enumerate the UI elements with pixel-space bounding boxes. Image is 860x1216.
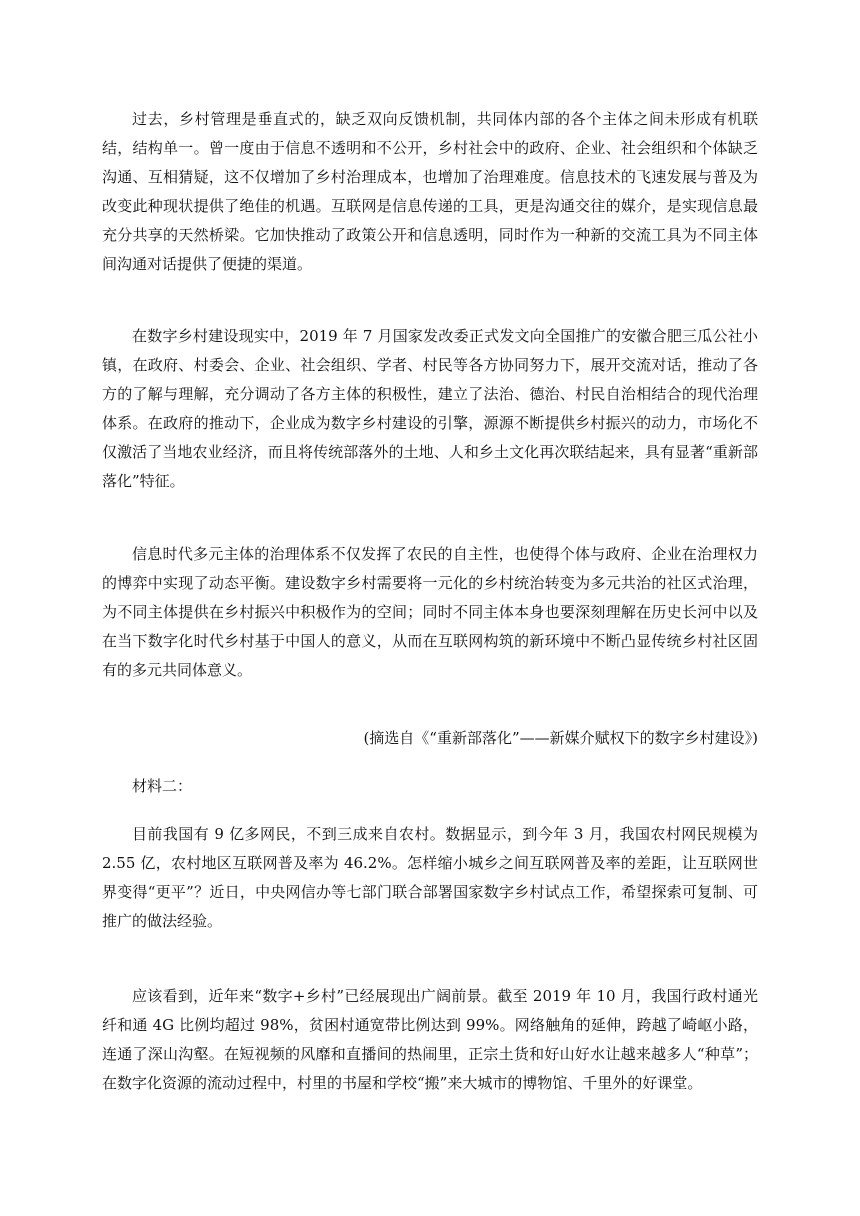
paragraph-multi-governance: 信息时代多元主体的治理体系不仅发挥了农民的自主性，也使得个体与政府、企业在治理权力的博弈中实现了动态平衡。建设数字乡村需要将一元化的乡村统治转变为多元共治的社区式治理，为不同主体提供在乡村振兴中积极作为的空间；同时不同主体本身也要深刻理解在历史长河中以及在当下数字化时代乡村基于中国人的意义，从而在互联网构筑的新环境中不断凸显传统乡村社区固有的多元共同体意义。 <box>102 545 758 679</box>
source-citation: (摘选自《“重新部落化”——新媒介赋权下的数字乡村建设》) <box>363 729 758 747</box>
paragraph-digital-village-prospects: 应该看到，近年来“数字+乡村”已经展现出广阔前景。截至 2019 年 10 月，我国行政村通光纤和通 4G 比例均超过 98%，贫困村通宽带比例达到 99%。网络触角的延伸，跨越了崎岖小路，连通了深山沟壑。在短视频的风靡和直播间的热闹里，正宗土货和好山好水让越来越多人“种草”；在数字化资源的流动过程中，村里的书屋和学校“搬”来大城市的博物馆、千里外的好课堂。 <box>102 987 758 1092</box>
paragraph-netizens-stats: 目前我国有 9 亿多网民，不到三成来自农村。数据显示，到今年 3 月，我国农村网民规模为 2.55 亿，农村地区互联网普及率为 46.2%。怎样缩小城乡之间互联网普及率的差距，让互联网世界变得“更平”？近日，中央网信办等七部门联合部署国家数字乡村试点工作，希望探索可复制、可推广的做法经验。 <box>102 825 758 930</box>
paragraph-sangua-commune: 在数字乡村建设现实中，2019 年 7 月国家发改委正式发文向全国推广的安徽合肥三瓜公社小镇，在政府、村委会、企业、社会组织、学者、村民等各方协同努力下，展开交流对话，推动了各方的了解与理解，充分调动了各方主体的积极性，建立了法治、德治、村民自治相结合的现代治理体系。在政府的推动下，企业成为数字乡村建设的引擎，源源不断提供乡村振兴的动力，市场化不仅激活了当地农业经济，而且将传统部落外的土地、人和乡土文化再次联结起来，具有显著“重新部落化”特征。 <box>102 327 758 490</box>
material-two-label: 材料二： <box>132 777 193 795</box>
paragraph-governance-history: 过去，乡村管理是垂直式的，缺乏双向反馈机制，共同体内部的各个主体之间未形成有机联结，结构单一。曾一度由于信息不透明和不公开，乡村社会中的政府、企业、社会组织和个体缺乏沟通、互相猜疑，这不仅增加了乡村治理成本，也增加了治理难度。信息技术的飞速发展与普及为改变此种现状提供了绝佳的机遇。互联网是信息传递的工具，更是沟通交往的媒介，是实现信息最充分共享的天然桥梁。它加快推动了政策公开和信息透明，同时作为一种新的交流工具为不同主体间沟通对话提供了便捷的渠道。 <box>102 110 758 273</box>
